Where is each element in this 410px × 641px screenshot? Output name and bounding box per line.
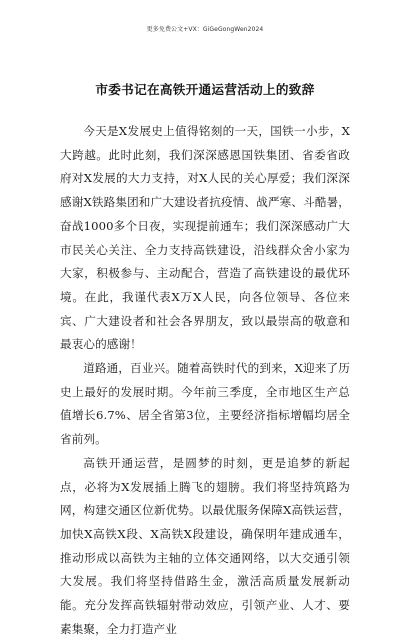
document-body xyxy=(60,120,350,641)
paragraph-3: 高铁开通运营，是圆梦的时刻，更是追梦的新起点，必将为X发展插上腾飞的翅膀。我们将坚持筑路为网，构建交通区位新优势。以最优服务保障X高铁运营，加快X高铁X段、X高铁X段建设，确保明年建成通车，推动形成以高铁为主轴的立体交通网络，以大交通引领大发展。我们将坚持借路生金，激活高质量发展新动能。充分发挥高铁辐射带动效应，引领产业、人才、要素集聚，全力打造产业 xyxy=(60,455,350,636)
document-title: 市委书记在高铁开通运营活动上的致辞 xyxy=(95,82,315,97)
paragraph-1: 今天是X发展史上值得铭刻的一天，国铁一小步，X大跨越。此时此刻，我们深深感恩国铁集团、省委省政府对X发展的大力支持，对X人民的关心厚爱；我们深深感谢X铁路集团和广大建设者抗疫情、战严寒、斗酷暑，奋战1000多个日夜，实现提前通车；我们深深感动广大市民关心关注、全力支持高铁建设，沿线群众舍小家为大家，积极参与、主动配合，营造了高铁建设的最优环境。在此，我谨代表X万X人民，向各位领导、各位来宾、广大建设者和社会各界朋友，致以最崇高的敬意和最衷心的感谢！ xyxy=(60,124,350,352)
header-note: 更多免费公文+VX：GiGeGongWen2024 xyxy=(146,26,264,33)
paragraph-2: 道路通，百业兴。随着高铁时代的到来，X迎来了历史上最好的发展时期。今年前三季度，全市地区生产总值增长6.7%、居全省第3位，主要经济指标增幅均居全省前列。 xyxy=(60,361,350,447)
